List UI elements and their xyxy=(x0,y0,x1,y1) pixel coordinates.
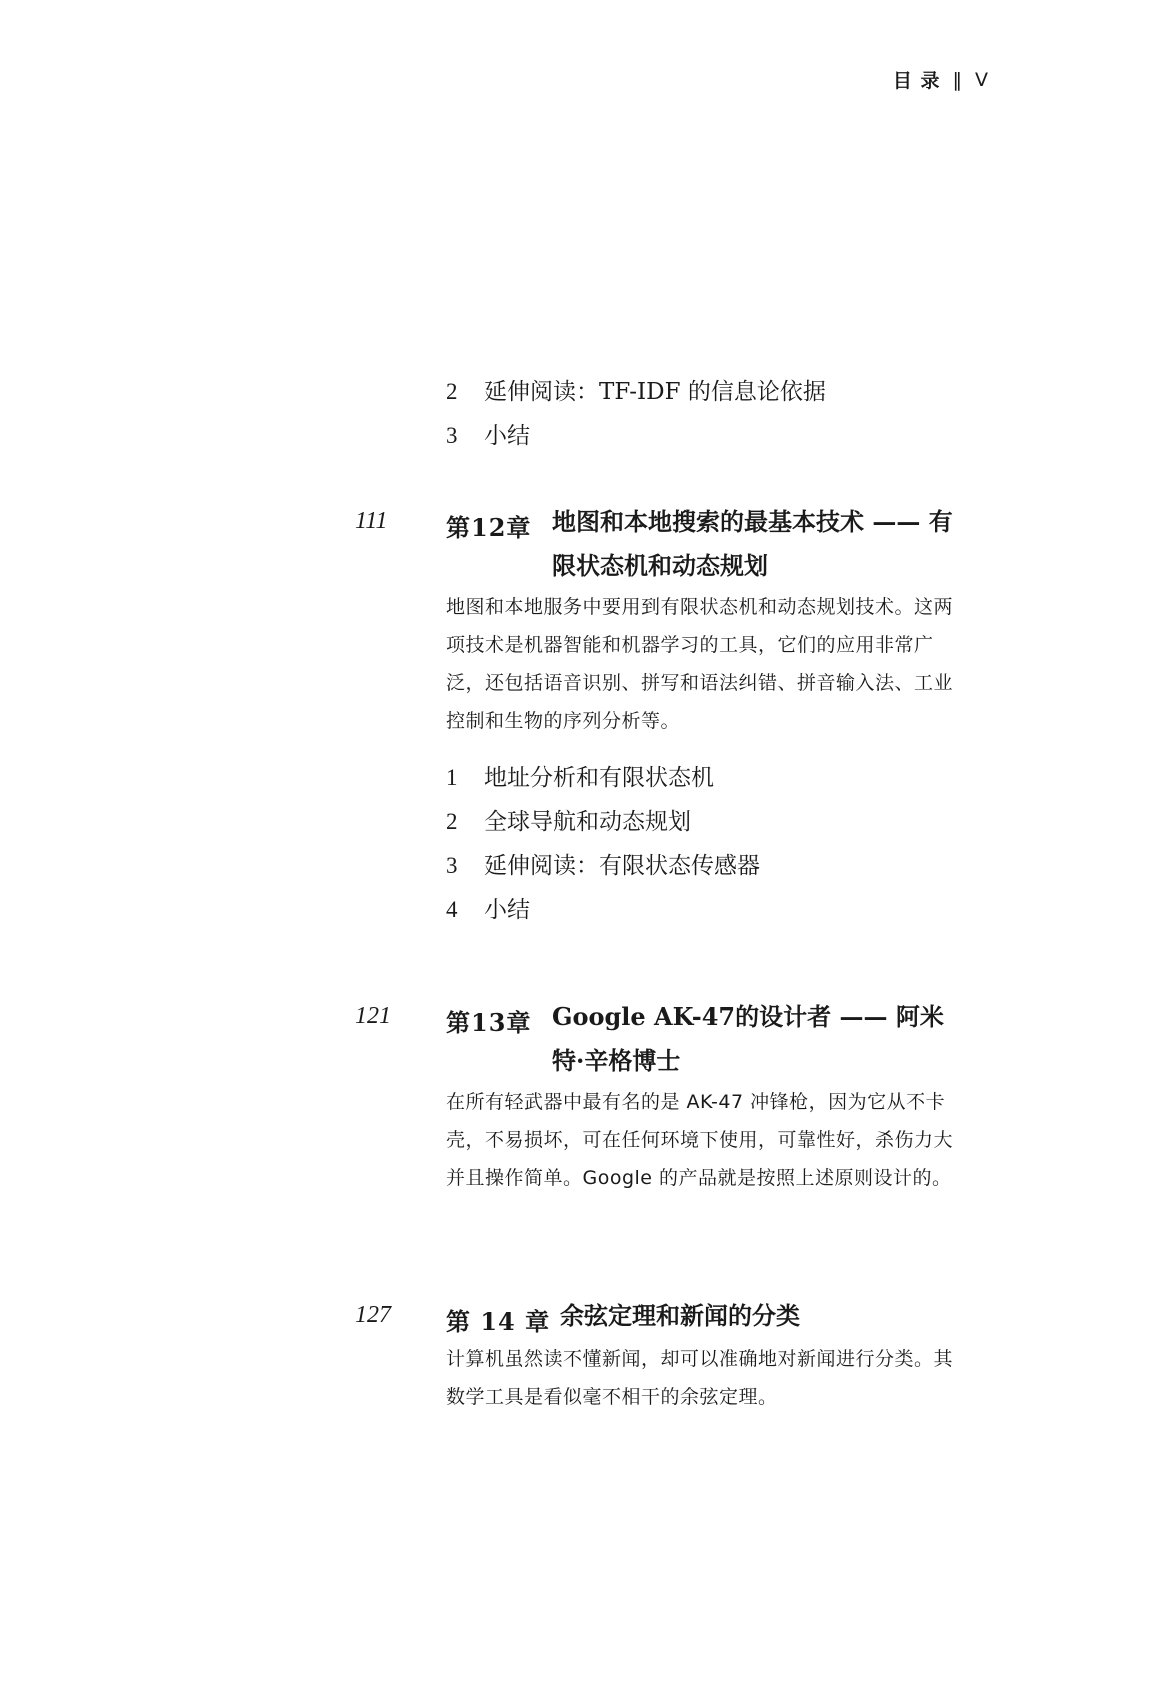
section-number: 3 xyxy=(446,423,458,448)
section-title: 小结 xyxy=(484,423,530,449)
header-page-number: V xyxy=(975,68,989,91)
chapter-description: 在所有轻武器中最有名的是 AK-47 冲锋枪，因为它从不卡壳，不易损坏，可在任何环境下使用，可靠性好，杀伤力大并且操作简单。Google 的产品就是按照上述原则设计的。 xyxy=(446,1091,954,1189)
section-number: 3 xyxy=(446,853,458,878)
toc-section-item[interactable] xyxy=(446,800,760,844)
section-title: 小结 xyxy=(484,897,530,923)
chapter-label: 第12章 xyxy=(446,513,532,542)
section-title: 地址分析和有限状态机 xyxy=(484,765,714,791)
chapter-title[interactable]: 地图和本地搜索的最基本技术 —— 有限状态机和动态规划 xyxy=(552,507,953,580)
section-number: 1 xyxy=(446,765,458,790)
section-title: 全球导航和动态规划 xyxy=(484,809,691,835)
chapter-description: 计算机虽然读不懂新闻，却可以准确地对新闻进行分类。其数学工具是看似毫不相干的余弦定理。 xyxy=(446,1348,954,1408)
section-number: 4 xyxy=(446,897,458,922)
section-title: 延伸阅读：TF-IDF 的信息论依据 xyxy=(484,379,826,405)
running-header xyxy=(893,66,989,93)
toc-section-list-prev xyxy=(446,370,826,458)
chapter-page-number[interactable]: 127 xyxy=(355,1302,391,1328)
section-title: 延伸阅读：有限状态传感器 xyxy=(484,853,760,879)
chapter-description: 地图和本地服务中要用到有限状态机和动态规划技术。这两项技术是机器智能和机器学习的工具，它们的应用非常广泛，还包括语音识别、拼写和语法纠错、拼音输入法、工业控制和生物的序列分析等。 xyxy=(446,596,954,732)
section-number: 2 xyxy=(446,809,458,834)
chapter-label: 第13章 xyxy=(446,1008,532,1037)
chapter-title[interactable]: Google AK-47的设计者 —— 阿米特·辛格博士 xyxy=(552,1002,944,1075)
chapter-label: 第 14 章 xyxy=(446,1307,551,1336)
chapter-title[interactable]: 余弦定理和新闻的分类 xyxy=(560,1301,800,1330)
section-number: 2 xyxy=(446,379,458,404)
chapter-page-number[interactable]: 121 xyxy=(355,1003,391,1029)
chapter-page-number[interactable]: 111 xyxy=(355,508,388,534)
header-section-title: 目 录 xyxy=(892,70,941,92)
toc-section-item[interactable] xyxy=(446,370,826,414)
toc-section-item[interactable] xyxy=(446,756,760,800)
toc-section-item[interactable] xyxy=(446,414,826,458)
toc-section-list-ch12 xyxy=(446,756,760,932)
toc-section-item[interactable] xyxy=(446,888,760,932)
header-separator: ‖ xyxy=(952,68,963,91)
toc-section-item[interactable] xyxy=(446,844,760,888)
